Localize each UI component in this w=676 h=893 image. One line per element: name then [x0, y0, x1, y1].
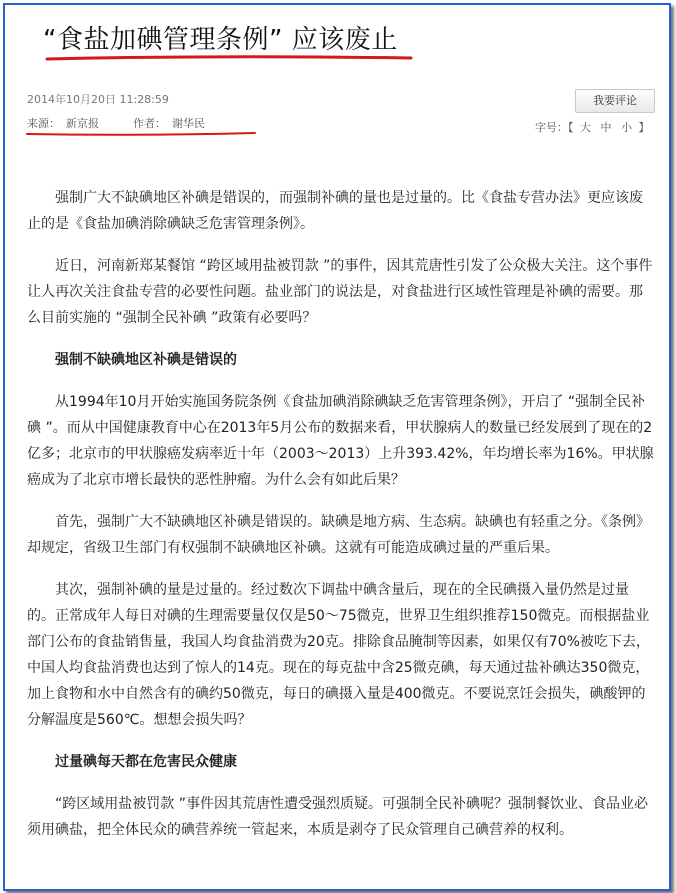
comment-button[interactable]: 我要评论 [575, 89, 655, 113]
bracket-close: 】 [638, 121, 650, 134]
bracket-open: 【 [568, 121, 574, 134]
author-label: 作者： [133, 117, 166, 130]
source-label: 来源： [27, 117, 60, 130]
paragraph-2: 近日，河南新郑某餐馆 “跨区域用盐被罚款 ”的事件，因其荒唐性引发了公众极大关注。这个事件让人再次关注食盐专营的必要性问题。盐业部门的说法是，对食盐进行区域性管理是补碘的需要。那么目前实施的 “强制全民补碘 ”政策有必要吗？ [27, 258, 653, 326]
font-size-small[interactable]: 小 [621, 121, 632, 134]
author-name: 谢华民 [172, 117, 205, 130]
source-line [27, 115, 211, 131]
source-name: 新京报 [66, 117, 99, 130]
font-size-medium[interactable]: 中 [600, 121, 612, 134]
paragraph-6: “跨区域用盐被罚款 ”事件因其荒唐性遭受强烈质疑。可强制全民补碘呢？强制餐饮业、食品业必须用碘盐，把全体民众的碘营养统一管起来，本质是剥夺了民众管理自己碘营养的权利。 [27, 796, 648, 838]
source-red-underline [25, 131, 257, 137]
subheading-1: 强制不缺碘地区补碘是错误的 [55, 352, 237, 368]
paragraph-4: 首先，强制广大不缺碘地区补碘是错误的。缺碘是地方病、生态病。缺碘也有轻重之分。《条例》却规定，省级卫生部门有权强制不缺碘地区补碘。这就有可能造成碘过量的严重后果。 [27, 514, 650, 556]
article-body [27, 185, 655, 859]
font-size-large[interactable]: 大 [580, 121, 591, 134]
article-title: “食盐加碘管理条例” 应该废止 [43, 25, 398, 55]
paragraph-3: 从1994年10月开始实施国务院条例《食盐加碘消除碘缺乏危害管理条例》，开启了 “强制全民补碘 ”。而从中国健康教育中心在2013年5月公布的数据来看，甲状腺病人的数量已经发展到了现在的2亿多；北京市的甲状腺癌发病率近十年（2003～2013）上升393.42%，年均增长率为16%。甲状腺癌成为了北京市增长最快的恶性肿瘤。为什么会有如此后果？ [27, 394, 654, 488]
article-frame [3, 3, 671, 891]
publish-datetime: 2014年10月20日 11:28:59 [27, 93, 169, 106]
subheading-2: 过量碘每天都在危害民众健康 [55, 754, 237, 770]
paragraph-5: 其次，强制补碘的量是过量的。经过数次下调盐中碘含量后，现在的全民碘摄入量仍然是过量的。正常成年人每日对碘的生理需要量仅仅是50～75微克，世界卫生组织推荐150微克。而根据盐业部门公布的食盐销售量，我国人均食盐消费为20克。排除食品腌制等因素，如果仅有70%被吃下去，中国人均食盐消费也达到了惊人的14克。现在的每克盐中含25微克碘，每天通过盐补碘达350微克，加上食物和水中自然含有的碘约50微克，每日的碘摄入量是400微克。不要说烹饪会损失，碘酸钾的分解温度是560℃。想想会损失吗？ [27, 582, 650, 728]
font-size-switcher [535, 119, 650, 135]
paragraph-1: 强制广大不缺碘地区补碘是错误的，而强制补碘的量也是过量的。比《食盐专营办法》更应该废止的是《食盐加碘消除碘缺乏危害管理条例》。 [27, 190, 643, 232]
title-red-underline [45, 54, 413, 62]
font-size-label: 字号： [535, 121, 568, 134]
